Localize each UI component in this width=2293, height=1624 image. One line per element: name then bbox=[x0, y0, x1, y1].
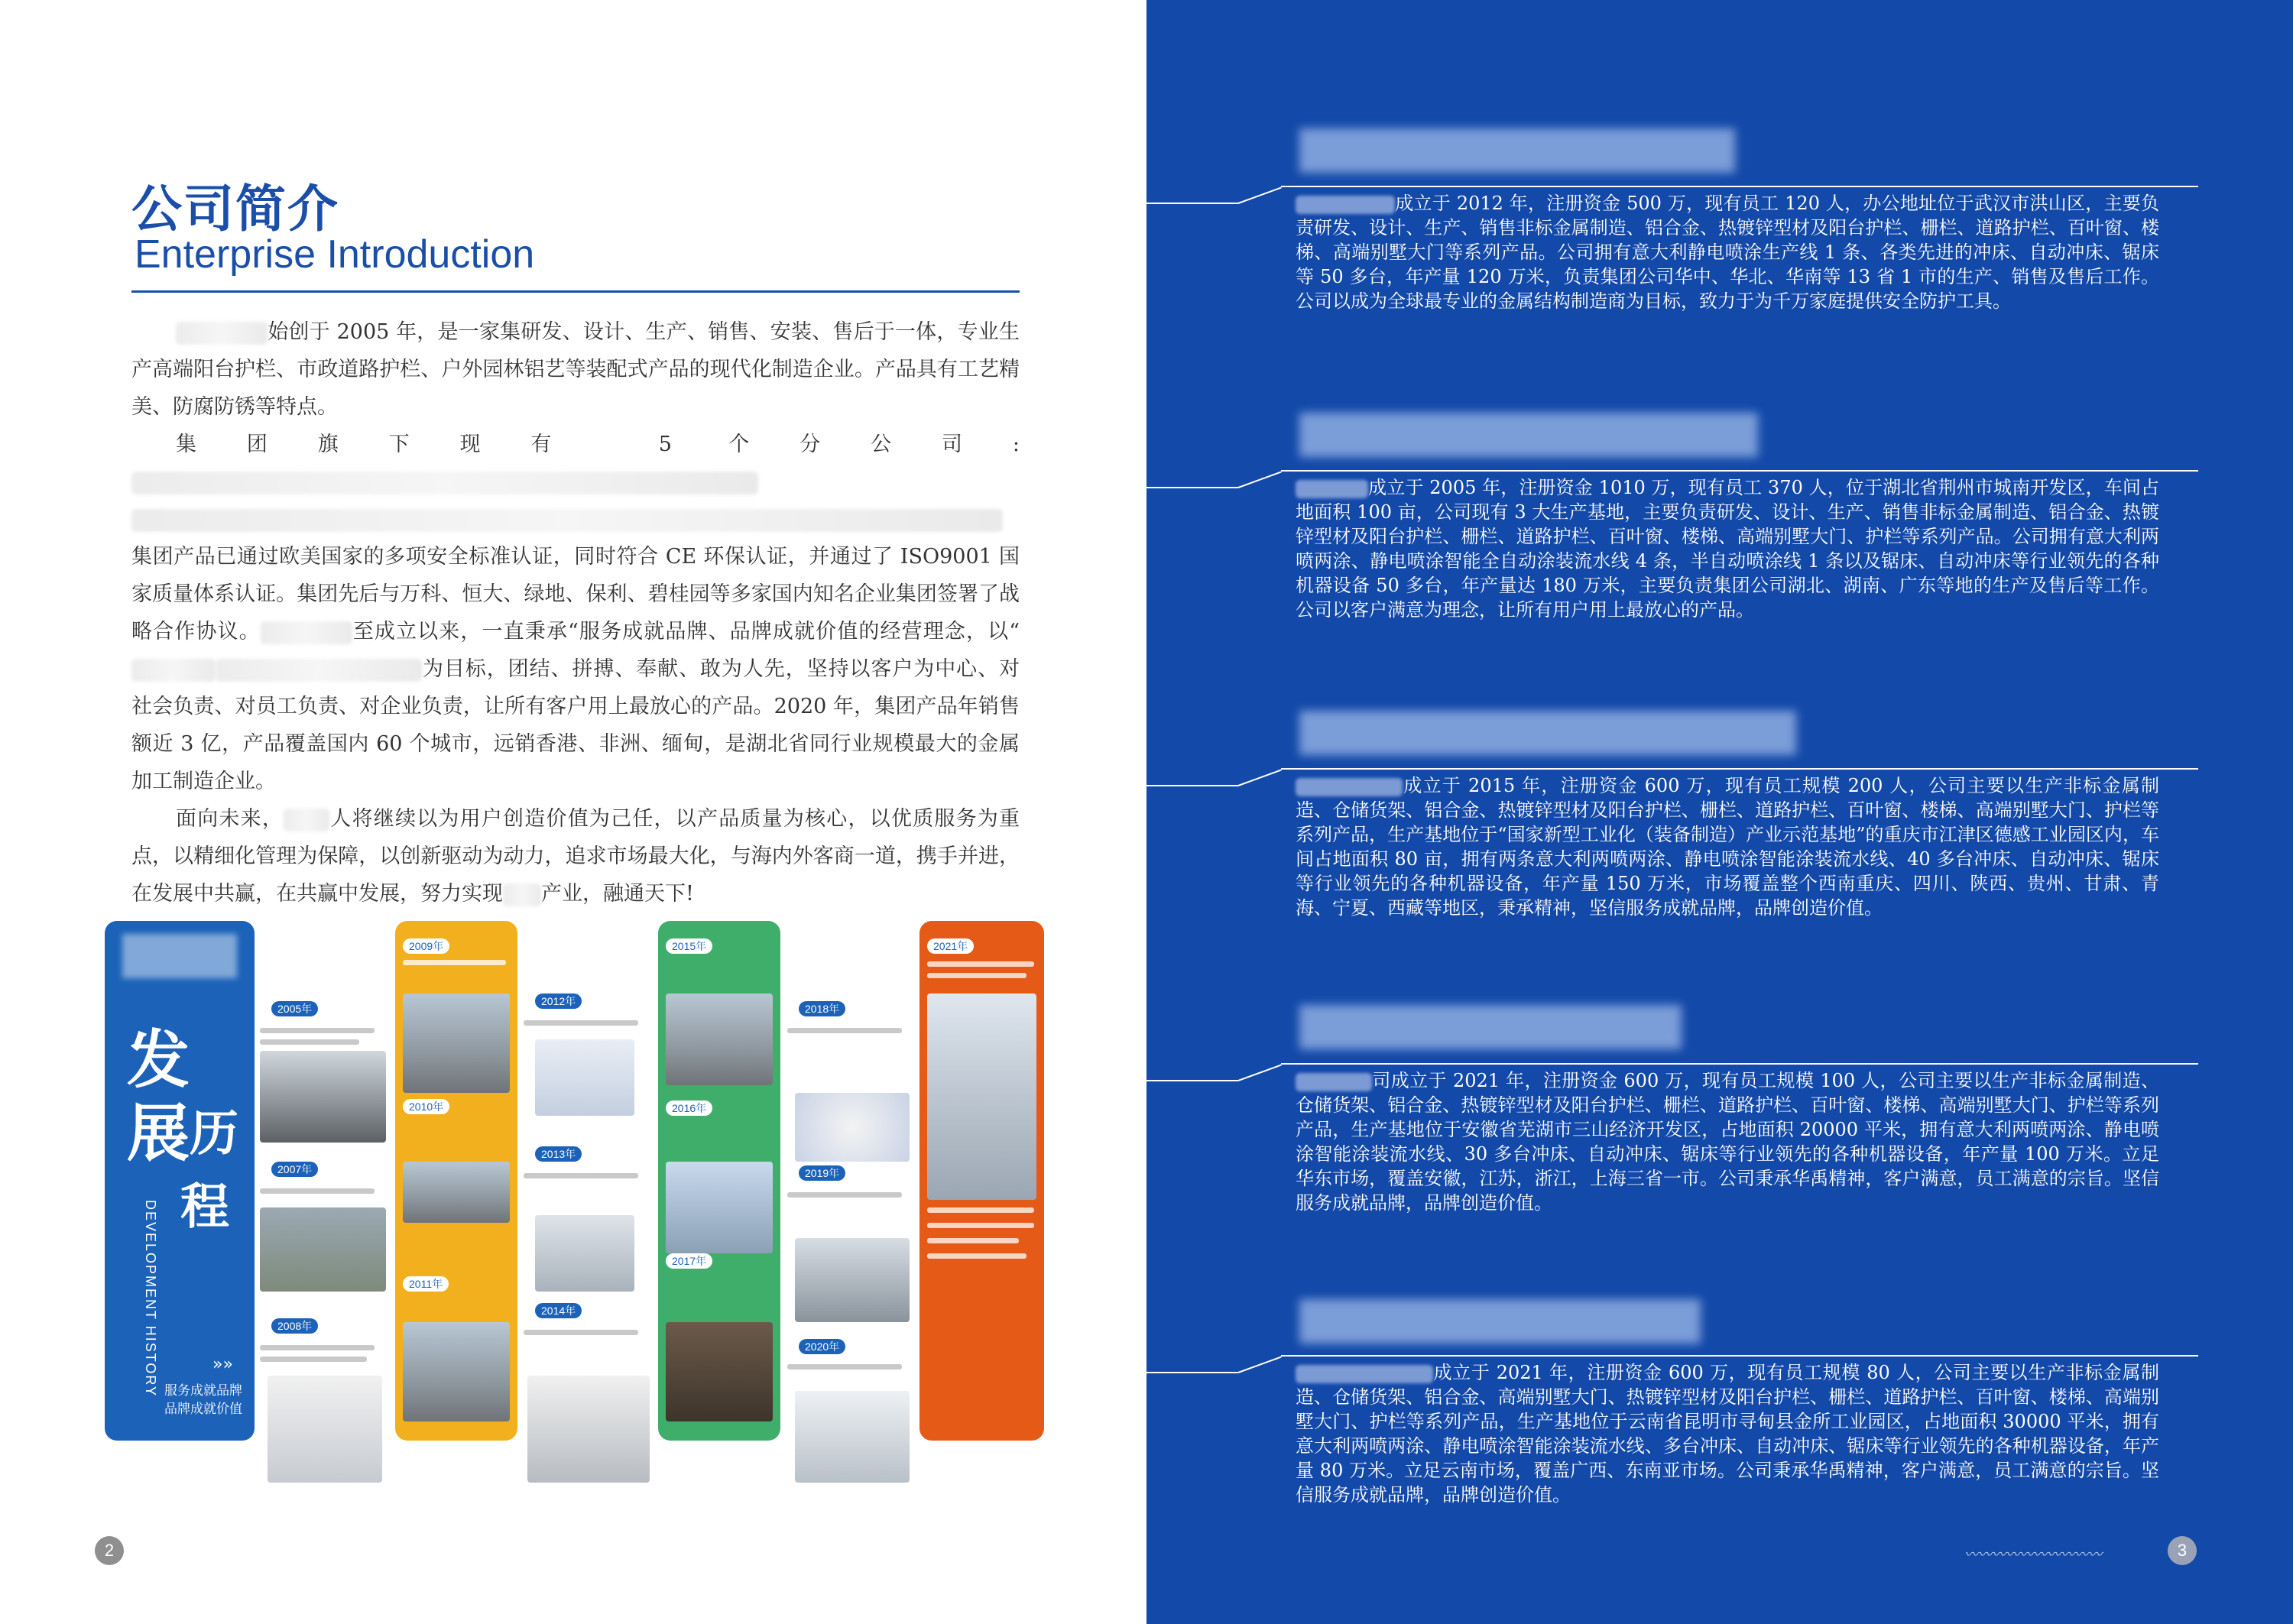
title-divider bbox=[131, 290, 1020, 293]
section-1-text: 成立于 2012 年，注册资金 500 万，现有员工 120 人，办公地址位于武汉市洪山区，主要负责研发、设计、生产、销售非标金属制造、铝合金、热镀锌型材及阳台护栏、栅栏、道路护栏、百叶窗、楼梯、高端别墅大门等系列产品。公司拥有意大利静电喷涂生产线 1 条、各类先进的冲床、自动冲床、锯床等 50 多台，年产量 120 万米，负责集团公司华中、华北、华南等 13 省 1 市的生产、销售及售后工作。公司以成为全球最专业的金属结构制造商为目标，致力于为千万家庭提供安全防护工具。 bbox=[1296, 193, 2159, 312]
section-4-text: 司成立于 2021 年，注册资金 600 万，现有员工规模 100 人，公司主要以生产非标金属制造、仓储货架、铝合金、热镀锌型材及阳台护栏、栅栏、道路护栏、百叶窗、楼梯、高端别墅大门、护栏等系列产品，生产基地位于安徽省芜湖市三山经济开发区，占地面积 20000 平米，拥有意大利两喷两涂、静电喷涂智能涂装流水线、30 多台冲床、自动冲床、锯床等行业领先的各种机器设备，年产量 100 万米。立足华东市场，覆盖安徽，江苏，浙江，上海三省一市。公司秉承华禹精神，客户满意，员工满意的宗旨。坚信服务成就品牌，品牌创造价值。 bbox=[1296, 1070, 2159, 1214]
redacted-company-name bbox=[176, 322, 268, 345]
history-photo bbox=[403, 1162, 510, 1223]
redacted-company-name bbox=[284, 809, 329, 831]
intro-paragraph-4: 面向未来， 人将继续以为用户创造价值为己任，以产品质量为核心，以优质服务为重点，以精细化管理为保障，以创新驱动为动力，追求市场最大化，与海内外客商一道，携手并进，在发展中共赢，在共赢中发展，努力实现 产业，融通天下! bbox=[131, 807, 1020, 906]
intro-text bbox=[131, 313, 1020, 912]
history-photo bbox=[535, 1039, 634, 1116]
redacted-section-heading bbox=[1299, 413, 1758, 457]
section-divider bbox=[1146, 203, 1238, 204]
year-badge: 2010年 bbox=[403, 1099, 449, 1114]
history-photo bbox=[927, 994, 1036, 1200]
year-badge: 2017年 bbox=[666, 1253, 712, 1269]
year-badge: 2018年 bbox=[799, 1001, 845, 1016]
year-badge: 2007年 bbox=[271, 1162, 318, 1177]
redacted-slogan bbox=[131, 659, 216, 682]
year-badge: 2015年 bbox=[666, 938, 712, 954]
history-text-line bbox=[260, 1028, 375, 1033]
history-photo bbox=[268, 1376, 382, 1483]
history-slogan: 服务成就品牌 品牌成就价值 bbox=[164, 1383, 242, 1417]
section-divider bbox=[1281, 186, 2198, 187]
footer-logo-slogan: 〰〰〰〰〰〰〰〰〰〰 bbox=[1964, 1547, 2102, 1563]
history-text-line bbox=[927, 1207, 1034, 1213]
section-divider bbox=[1281, 1063, 2198, 1065]
redacted-slogan bbox=[216, 659, 422, 682]
redacted-company-name bbox=[261, 621, 352, 644]
history-text-line bbox=[524, 1330, 638, 1335]
history-title-en: DEVELOPMENT HISTORY bbox=[143, 1200, 158, 1398]
year-badge: 2011年 bbox=[403, 1276, 449, 1292]
section-3-text: 成立于 2015 年，注册资金 600 万，现有员工规模 200 人，公司主要以生产非标金属制造、仓储货架、铝合金、热镀锌型材及阳台护栏、栅栏、道路护栏、百叶窗、楼梯、高端别墅大门、护栏等系列产品，生产基地位于“国家新型工业化（装备制造）产业示范基地”的重庆市江津区德感工业园区内，车间占地面积 80 亩，拥有两条意大利两喷两涂、静电喷涂智能涂装流水线、40 多台冲床、自动冲床、锯床等行业领先的各种机器设备，年产量 150 万米，市场覆盖整个西南重庆、四川、陕西、贵州、甘肃、青海、宁夏、西藏等地区，秉承精神，坚信服务成就品牌，品牌创造价值。 bbox=[1296, 775, 2159, 919]
history-photo bbox=[403, 994, 510, 1093]
history-text-line bbox=[927, 1223, 1034, 1228]
history-text-line bbox=[524, 1020, 638, 1026]
redacted-company-name bbox=[1296, 778, 1403, 796]
year-badge: 2020年 bbox=[799, 1339, 845, 1354]
history-text-line bbox=[260, 1345, 375, 1350]
section-2-text: 成立于 2005 年，注册资金 1010 万，现有员工 370 人，位于湖北省荆州市城南开发区，车间占地面积 100 亩，公司现有 3 大生产基地，主要负责研发、设计、生产、销售非标金属制造、铝合金、热镀锌型材及阳台护栏、栅栏、道路护栏、百叶窗、楼梯、高端别墅大门、护栏等系列产品。公司拥有意大利两喷两涂、静电喷涂智能全自动涂装流水线 4 条，半自动喷涂线 1 条以及锯床、自动冲床等行业领先的各种机器设备 50 多台，年产量达 180 万米，主要负责集团公司湖北、湖南、广东等地的生产及售后等工作。公司以客户满意为理念，让所有用户用上最放心的产品。 bbox=[1296, 477, 2159, 621]
history-text-line bbox=[787, 1364, 902, 1370]
year-badge: 2012年 bbox=[535, 994, 582, 1009]
history-photo bbox=[535, 1215, 634, 1292]
history-text-line bbox=[927, 961, 1034, 967]
section-divider bbox=[1146, 785, 1238, 786]
year-badge: 2016年 bbox=[666, 1100, 712, 1116]
redacted-branches-line bbox=[131, 509, 1003, 532]
history-text-line bbox=[787, 1028, 902, 1033]
redacted-company-name bbox=[503, 883, 541, 906]
history-text-line bbox=[927, 973, 1026, 978]
history-text-line bbox=[927, 1238, 1019, 1243]
redacted-company-name bbox=[1296, 480, 1368, 498]
history-text-line bbox=[260, 1188, 375, 1194]
year-badge: 2021年 bbox=[927, 938, 974, 954]
redacted-company-name bbox=[1296, 1073, 1372, 1091]
redacted-section-heading bbox=[1299, 1299, 1701, 1344]
history-photo bbox=[260, 1051, 386, 1143]
redacted-company-name bbox=[1296, 1365, 1433, 1383]
history-photo bbox=[666, 994, 773, 1085]
year-badge: 2005年 bbox=[271, 1001, 318, 1016]
redacted-branches bbox=[131, 472, 758, 494]
redacted-section-heading bbox=[1299, 1005, 1682, 1049]
section-divider bbox=[1281, 768, 2198, 770]
year-badge: 2008年 bbox=[271, 1318, 318, 1334]
intro-paragraph-3: 集团产品已通过欧美国家的多项安全标准认证，同时符合 CE 环保认证，并通过了 ISO9001 国家质量体系认证。集团先后与万科、恒大、绿地、保利、碧桂园等多家国内知名企业集团签署了战略合作协议。 至成立以来，一直秉承“服务成就品牌、品牌成就价值的经营理念，以“为目标，团结、拼搏、奉献、敢为人先，坚持以客户为中心、对社会负责、对员工负责、对企业负责，让所有客户用上最放心的产品。2020 年，集团产品年销售额近 3 亿，产品覆盖国内 60 个城市，远销香港、非洲、缅甸，是湖北省同行业规模最大的金属加工制造企业。 bbox=[131, 545, 1020, 793]
history-text-line bbox=[787, 1192, 902, 1198]
section-divider bbox=[1281, 1355, 2198, 1357]
history-photo bbox=[795, 1238, 910, 1322]
history-photo bbox=[795, 1093, 910, 1162]
history-text-line bbox=[927, 1253, 1026, 1259]
intro-paragraph-2: 集团旗下现有 5 个分公司: bbox=[131, 426, 1020, 501]
section-divider bbox=[1146, 1372, 1238, 1373]
year-badge: 2019年 bbox=[799, 1165, 845, 1181]
section-divider bbox=[1281, 470, 2198, 472]
year-badge: 2009年 bbox=[403, 938, 449, 954]
history-text-line bbox=[524, 1173, 638, 1178]
history-text-line bbox=[260, 1357, 367, 1362]
history-photo bbox=[260, 1207, 386, 1292]
intro-paragraph-2-cont bbox=[131, 501, 1020, 538]
history-photo bbox=[403, 1322, 510, 1421]
page-number: 3 bbox=[2168, 1536, 2197, 1565]
page-subtitle: Enterprise Introduction bbox=[135, 232, 535, 277]
year-badge: 2014年 bbox=[535, 1303, 582, 1318]
redacted-section-heading bbox=[1299, 128, 1735, 173]
year-badge: 2013年 bbox=[535, 1146, 582, 1162]
section-divider bbox=[1146, 1080, 1238, 1081]
history-photo bbox=[666, 1322, 773, 1421]
history-title: 发 展历 程 bbox=[127, 1024, 239, 1236]
redacted-company-name bbox=[1296, 196, 1395, 214]
history-photo bbox=[527, 1376, 650, 1483]
page-number: 2 bbox=[95, 1536, 124, 1565]
intro-paragraph-1: 始创于 2005 年，是一家集研发、设计、生产、销售、安装、售后于一体，专业生产高端阳台护栏、市政道路护栏、户外园林铝艺等装配式产品的现代化制造企业。产品具有工艺精美、防腐防锈等特点。 bbox=[131, 320, 1020, 419]
arrows-icon: »» bbox=[212, 1355, 233, 1374]
section-divider bbox=[1146, 487, 1238, 488]
history-photo bbox=[666, 1162, 773, 1253]
page-title: 公司简介 bbox=[131, 180, 339, 238]
history-photo bbox=[795, 1391, 910, 1483]
history-text-line bbox=[260, 1039, 359, 1045]
redacted-section-heading bbox=[1299, 711, 1796, 755]
history-text-line bbox=[403, 960, 506, 965]
section-5-text: 成立于 2021 年，注册资金 600 万，现有员工规模 80 人，公司主要以生产非标金属制造、仓储货架、铝合金、高端别墅大门、热镀锌型材及阳台护栏、栅栏、道路护栏、百叶窗、楼梯、高端别墅大门、护栏等系列产品，生产基地位于云南省昆明市寻甸县金所工业园区，占地面积 30000 平米，拥有意大利两喷两涂、静电喷涂智能涂装流水线、多台冲床、自动冲床、锯床等行业领先的各种机器设备，年产量 80 万米。立足云南市场，覆盖广西、东南亚市场。公司秉承华禹精神，客户满意，员工满意的宗旨。坚信服务成就品牌，品牌创造价值。 bbox=[1296, 1362, 2159, 1506]
redacted-logo bbox=[122, 934, 237, 978]
